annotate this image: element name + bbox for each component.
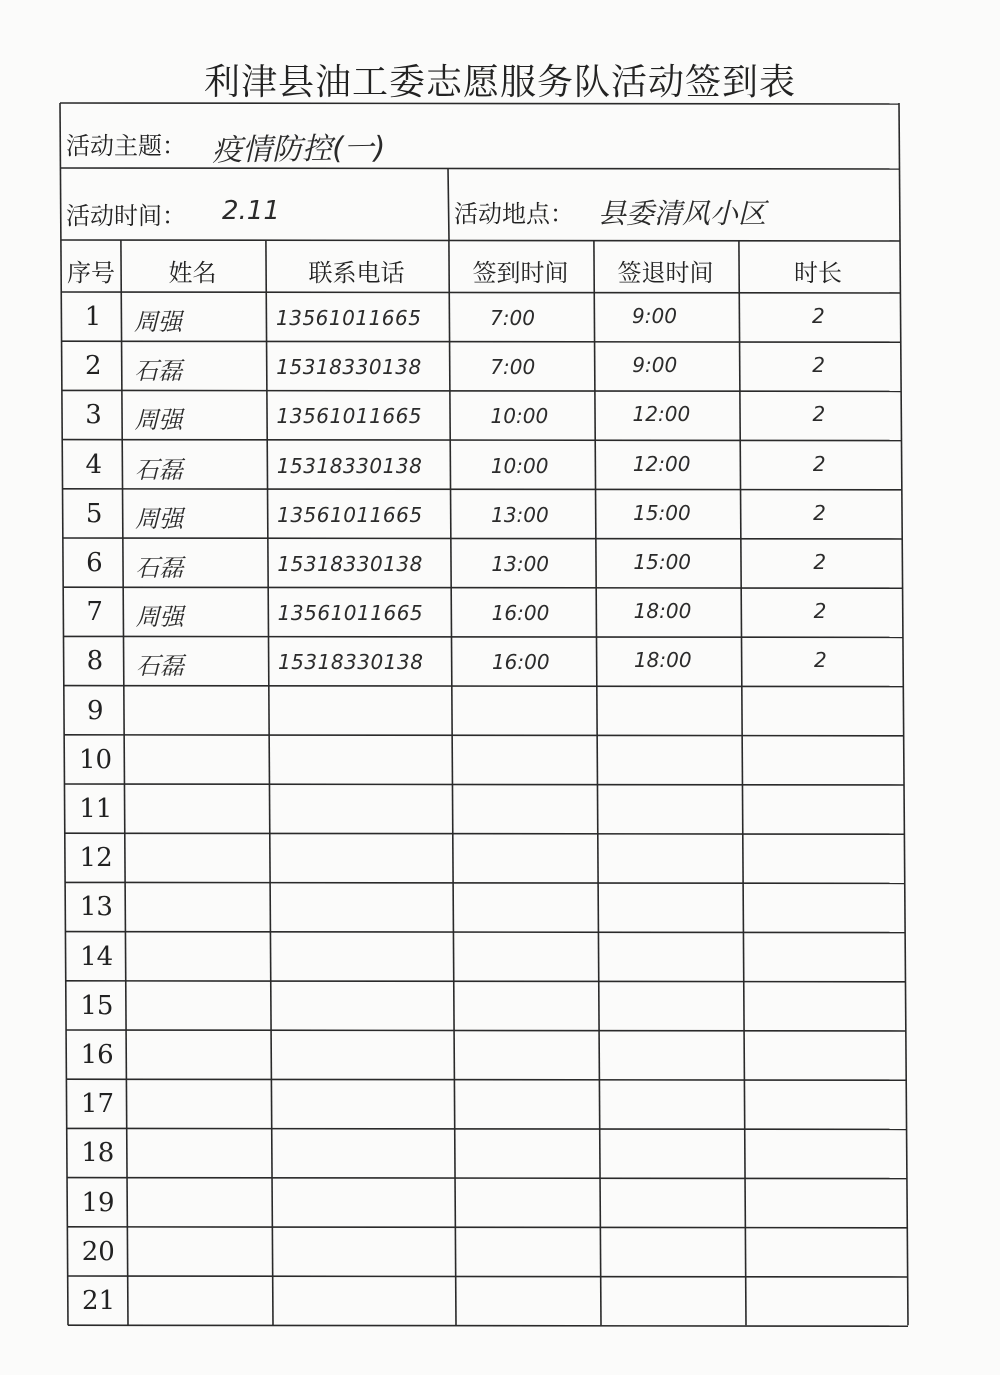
row-number: 9 xyxy=(86,695,104,726)
row-sign-out: 9:00 xyxy=(632,304,677,328)
row-number: 2 xyxy=(84,351,102,382)
row-phone: 15318330138 xyxy=(276,453,423,478)
row-name: 石磊 xyxy=(135,554,184,582)
place-value: 县委清风小区 xyxy=(598,197,767,230)
row-number: 10 xyxy=(78,744,113,775)
row-name: 石磊 xyxy=(134,357,183,386)
row-duration: 2 xyxy=(813,599,827,624)
row-sign-in: 10:00 xyxy=(490,404,549,429)
row-sign-out: 18:00 xyxy=(633,599,692,624)
row-sign-out: 12:00 xyxy=(632,402,691,427)
column-header-name: 姓名 xyxy=(168,259,217,287)
row-name: 石磊 xyxy=(135,652,184,681)
row-phone: 13561011665 xyxy=(277,502,423,527)
row-sign-out: 18:00 xyxy=(633,648,692,673)
row-sign-in: 10:00 xyxy=(490,453,549,478)
row-number: 8 xyxy=(86,646,104,677)
row-number: 19 xyxy=(81,1187,115,1218)
row-name: 石磊 xyxy=(134,455,183,484)
row-number: 3 xyxy=(85,400,102,431)
row-name: 周强 xyxy=(135,504,184,533)
row-sign-in: 13:00 xyxy=(491,502,549,527)
row-sign-in: 16:00 xyxy=(491,601,550,626)
row-number: 20 xyxy=(81,1236,115,1267)
row-phone: 13561011665 xyxy=(276,306,422,330)
row-name: 周强 xyxy=(134,406,183,435)
row-number: 7 xyxy=(86,597,103,628)
row-number: 4 xyxy=(85,449,103,480)
row-sign-in: 7:00 xyxy=(490,306,535,330)
theme-value: 疫情防控(一) xyxy=(211,130,386,169)
row-number: 12 xyxy=(79,843,113,874)
row-sign-out: 12:00 xyxy=(632,451,691,476)
row-sign-out: 15:00 xyxy=(633,500,691,525)
column-header-duration: 时长 xyxy=(794,259,842,287)
theme-label: 活动主题： xyxy=(66,132,186,160)
row-duration: 2 xyxy=(812,402,826,427)
column-header-phone: 联系电话 xyxy=(308,259,405,287)
row-duration: 2 xyxy=(813,648,827,673)
row-phone: 15318330138 xyxy=(277,552,423,576)
row-phone: 13561011665 xyxy=(277,601,424,626)
row-number: 11 xyxy=(79,794,113,824)
time-value: 2.11 xyxy=(222,196,280,226)
row-name: 周强 xyxy=(135,603,184,632)
column-header-sign-out: 签退时间 xyxy=(617,259,714,287)
row-sign-in: 13:00 xyxy=(491,552,550,576)
row-sign-out: 9:00 xyxy=(632,353,678,378)
row-number: 15 xyxy=(80,990,114,1021)
place-label: 活动地点： xyxy=(454,200,574,228)
row-number: 13 xyxy=(79,892,113,923)
row-phone: 15318330138 xyxy=(277,650,424,675)
row-number: 6 xyxy=(86,548,103,578)
row-phone: 15318330138 xyxy=(276,355,422,380)
row-duration: 2 xyxy=(813,500,826,525)
row-name: 周强 xyxy=(134,308,182,336)
row-number: 21 xyxy=(82,1286,116,1316)
column-header-sign-in: 签到时间 xyxy=(472,259,569,287)
row-duration: 2 xyxy=(812,451,826,476)
row-duration: 2 xyxy=(812,304,825,328)
row-duration: 2 xyxy=(812,353,825,378)
row-number: 1 xyxy=(84,302,102,332)
row-sign-in: 16:00 xyxy=(491,650,550,675)
row-number: 5 xyxy=(85,498,103,529)
row-number: 17 xyxy=(80,1089,115,1120)
page-title: 利津县油工委志愿服务队活动签到表 xyxy=(203,62,796,103)
row-phone: 13561011665 xyxy=(276,404,423,429)
time-label: 活动时间： xyxy=(66,202,186,230)
row-sign-in: 7:00 xyxy=(490,355,536,380)
column-header-no: 序号 xyxy=(67,259,115,287)
row-number: 16 xyxy=(80,1040,114,1070)
row-number: 18 xyxy=(81,1138,115,1169)
row-number: 14 xyxy=(80,941,114,972)
row-duration: 2 xyxy=(813,550,827,574)
row-sign-out: 15:00 xyxy=(633,550,692,574)
